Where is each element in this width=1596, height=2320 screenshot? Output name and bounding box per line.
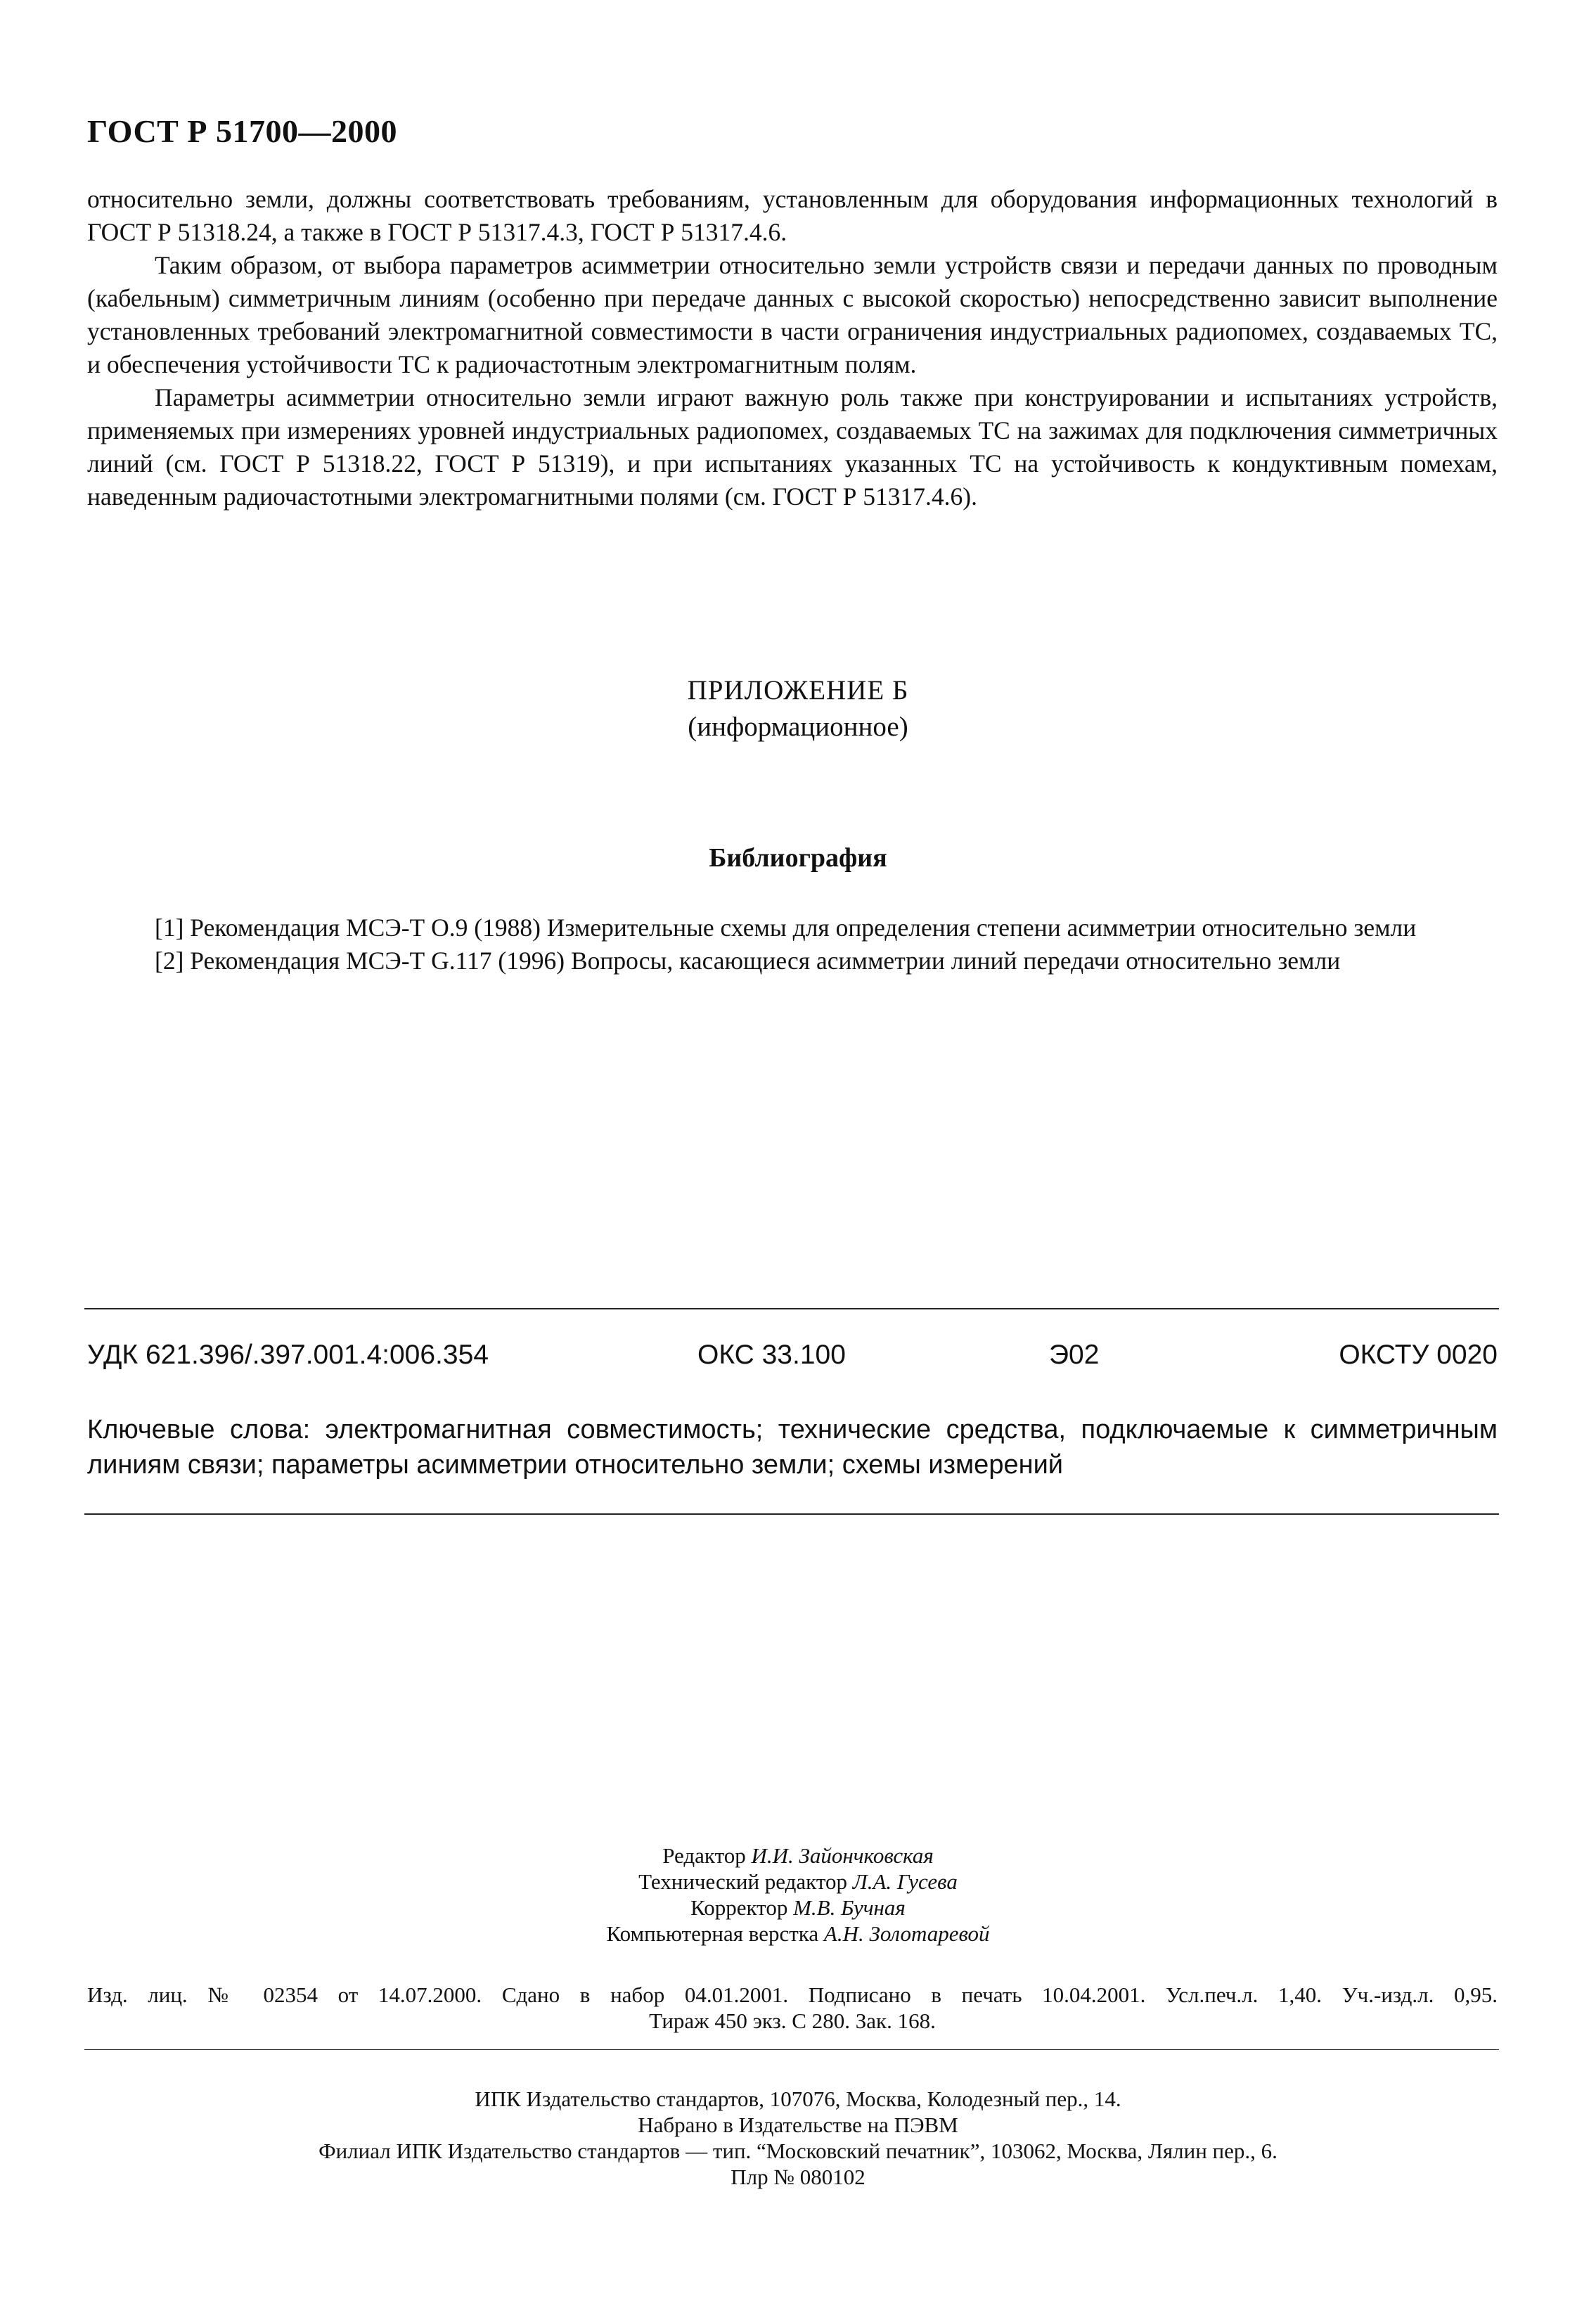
imprint-block [87, 1982, 1498, 2034]
credit-name: И.И. Зайончковская [751, 1843, 934, 1868]
publisher-line: Набрано в Издательстве на ПЭВМ [638, 2113, 958, 2137]
appendix-heading [0, 672, 1596, 745]
standard-code-header: ГОСТ Р 51700—2000 [87, 113, 397, 149]
credit-line [0, 1869, 1596, 1895]
bibliography-list [87, 911, 1498, 978]
keywords-block [87, 1412, 1498, 1482]
credit-role: Технический редактор [638, 1869, 847, 1894]
body-paragraph: относительно земли, должны соответствовать требованиям, установленным для оборудования информационных технологий в ГОСТ Р 51318.24, а также в ГОСТ Р 51317.4.3, ГОСТ Р 51317.4.6. [87, 185, 1498, 246]
publisher-line: ИПК Издательство стандартов, 107076, Москва, Колодезный пер., 14. [475, 2087, 1121, 2111]
body-paragraph: Параметры асимметрии относительно земли играют важную роль также при конструировании и испытаниях устройств, применяемых при измерениях уровней индустриальных радиопомех, создаваемых ТС на зажимах для подключения симметричных линий (см. ГОСТ Р 51318.22, ГОСТ Р 51319), и при испытаниях указанных ТС на устойчивость к кондуктивным помехам, наведенным радиочастотными электромагнитными полями (см. ГОСТ Р 51317.4.6). [87, 383, 1498, 511]
credit-role: Компьютерная верстка [606, 1921, 819, 1946]
credit-line [0, 1895, 1596, 1921]
publisher-line: Филиал ИПК Издательство стандартов — тип. “Московский печатник”, 103062, Москва, Лялин пер., 6. [318, 2139, 1278, 2163]
appendix-subtitle: (информационное) [688, 712, 908, 742]
imprint-line: Изд. лиц. № 02354 от 14.07.2000. Сдано в набор 04.01.2001. Подписано в печать 10.04.2001. Усл.печ.л. 1,40. Уч.-изд.л. 0,95. [87, 1982, 1498, 2007]
publisher-line: Плр № 080102 [731, 2165, 865, 2189]
publisher-block [0, 2086, 1596, 2190]
credit-role: Корректор [690, 1895, 788, 1920]
credit-name: М.В. Бучная [793, 1895, 906, 1920]
credits-block [0, 1842, 1596, 1947]
keywords-text: Ключевые слова: электромагнитная совместимость; технические средства, подключаемые к симметричным линиям связи; параметры асимметрии относительно земли; схемы измерений [87, 1415, 1498, 1480]
bibliography-entry: [1] Рекомендация МСЭ-Т О.9 (1988) Измерительные схемы для определения степени асимметрии относительно земли [155, 914, 1417, 942]
oks-code: ОКС 33.100 [697, 1340, 846, 1370]
okstu-code: ОКСТУ 0020 [1339, 1340, 1498, 1370]
credit-name: Л.А. Гусева [852, 1869, 958, 1894]
bibliography-title: Библиография [709, 843, 887, 873]
imprint-line: Тираж 450 экз. С 280. Зак. 168. [649, 2008, 936, 2033]
appendix-title: ПРИЛОЖЕНИЕ Б [687, 675, 909, 705]
credit-name: А.Н. Золотаревой [823, 1921, 990, 1946]
category-code: Э02 [1049, 1340, 1100, 1370]
credit-line [0, 1921, 1596, 1947]
divider-rule [84, 1513, 1499, 1515]
body-text [87, 183, 1498, 513]
credit-role: Редактор [662, 1843, 746, 1868]
credit-line [0, 1842, 1596, 1869]
bibliography-entry: [2] Рекомендация МСЭ-Т G.117 (1996) Вопросы, касающиеся асимметрии линий передачи относительно земли [155, 947, 1341, 975]
body-paragraph: Таким образом, от выбора параметров асимметрии относительно земли устройств связи и передачи данных по проводным (кабельным) симметричным линиям (особенно при передаче данных с высокой скоростью) непосредственно зависит выполнение установленных требований электромагнитной совместимости в части ограничения индустриальных радиопомех, создаваемых ТС, и обеспечения устойчивости ТС к радиочастотным электромагнитным полям. [87, 251, 1498, 378]
divider-rule [84, 2049, 1499, 2050]
divider-rule [84, 1308, 1499, 1309]
udk-code: УДК 621.396/.397.001.4:006.354 [87, 1340, 489, 1370]
